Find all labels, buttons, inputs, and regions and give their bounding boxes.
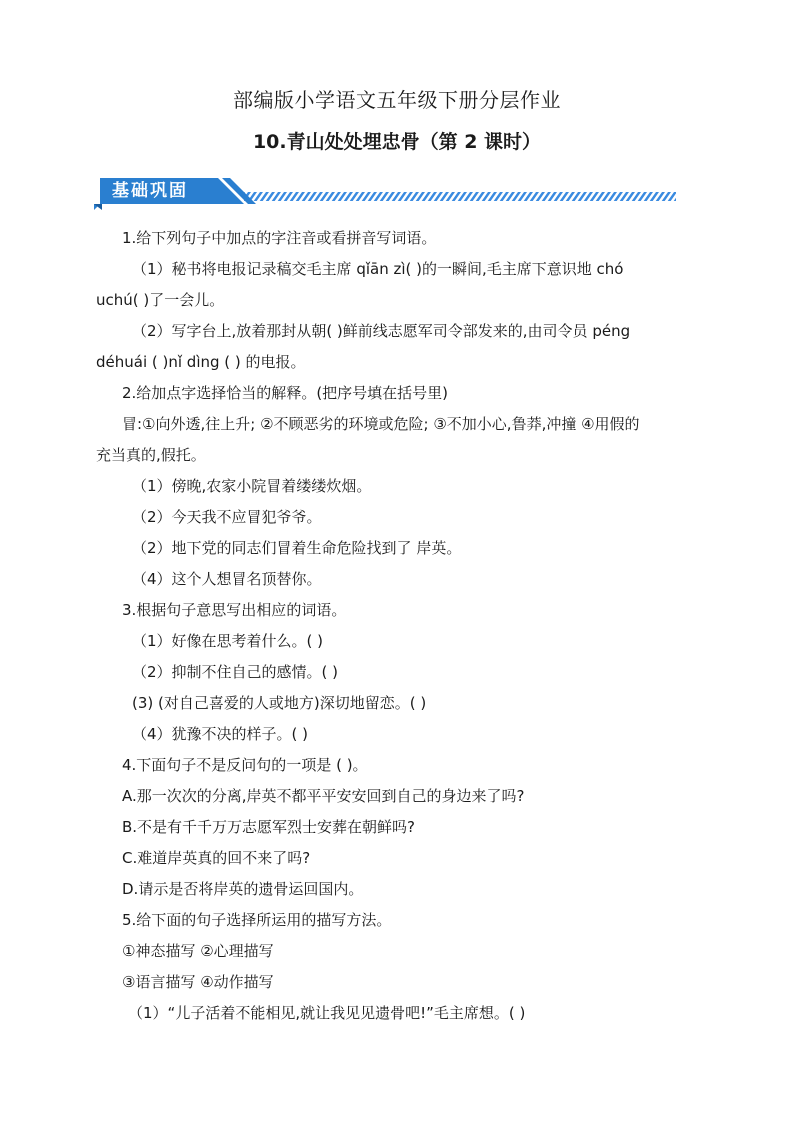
q1-sentence1-line1: （1）秘书将电报记录稿交毛主席 qǐān zì( )的一瞬间,毛主席下意识地 chó [132, 260, 624, 278]
q2-item: （2）今天我不应冒犯爷爷。 [132, 508, 322, 526]
q2-item: （4）这个人想冒名顶替你。 [132, 570, 322, 588]
q3-item: （4）犹豫不决的样子。( ) [132, 725, 309, 743]
banner-hatch-strip [244, 192, 676, 201]
q5-methods-line1: ①神态描写 ②心理描写 [122, 942, 274, 960]
q4-option-b: B.不是有千千万万志愿军烈士安葬在朝鲜吗? [122, 818, 416, 836]
q2-stem: 2.给加点字选择恰当的解释。(把序号填在括号里) [122, 384, 449, 402]
q3-stem: 3.根据句子意思写出相应的词语。 [122, 601, 347, 619]
q4-stem: 4.下面句子不是反问句的一项是 ( )。 [122, 756, 368, 774]
q2-definitions-line2: 充当真的,假托。 [96, 446, 206, 464]
q5-stem: 5.给下面的句子选择所运用的描写方法。 [122, 911, 392, 929]
lesson-title: 10.青山处处埋忠骨（第 2 课时） [252, 131, 542, 153]
q3-item: (3) (对自己喜爱的人或地方)深切地留恋。( ) [132, 694, 427, 712]
q2-definitions-line1: 冒:①向外透,往上升; ②不顾恶劣的环境或危险; ③不加小心,鲁莽,冲撞 ④用假的 [122, 415, 640, 433]
q3-item: （2）抑制不住自己的感情。( ) [132, 663, 339, 681]
q1-sentence2-line2: déhuái ( )nǐ dìng ( ) 的电报。 [96, 353, 306, 371]
q1-stem: 1.给下列句子中加点的字注音或看拼音写词语。 [122, 229, 437, 247]
q3-item: （1）好像在思考着什么。( ) [132, 632, 324, 650]
series-title: 部编版小学语文五年级下册分层作业 [233, 88, 561, 112]
q1-sentence1-line2: uchú( )了一会儿。 [96, 291, 225, 309]
q2-item: （1）傍晚,农家小院冒着缕缕炊烟。 [132, 477, 372, 495]
q5-item: （1）“儿子活着不能相见,就让我见见遗骨吧!”毛主席想。( ) [128, 1004, 526, 1022]
q2-item: （2）地下党的同志们冒着生命危险找到了 岸英。 [132, 539, 462, 557]
q4-option-a: A.那一次次的分离,岸英不都平平安安回到自己的身边来了吗? [122, 787, 525, 805]
q1-sentence2-line1: （2）写字台上,放着那封从朝( )鲜前线志愿军司令部发来的,由司令员 péng [132, 322, 631, 340]
q4-option-c: C.难道岸英真的回不来了吗? [122, 849, 311, 867]
q4-option-d: D.请示是否将岸英的遗骨运回国内。 [122, 880, 364, 898]
q5-methods-line2: ③语言描写 ④动作描写 [122, 973, 274, 991]
section-label: 基础巩固 [112, 181, 188, 201]
